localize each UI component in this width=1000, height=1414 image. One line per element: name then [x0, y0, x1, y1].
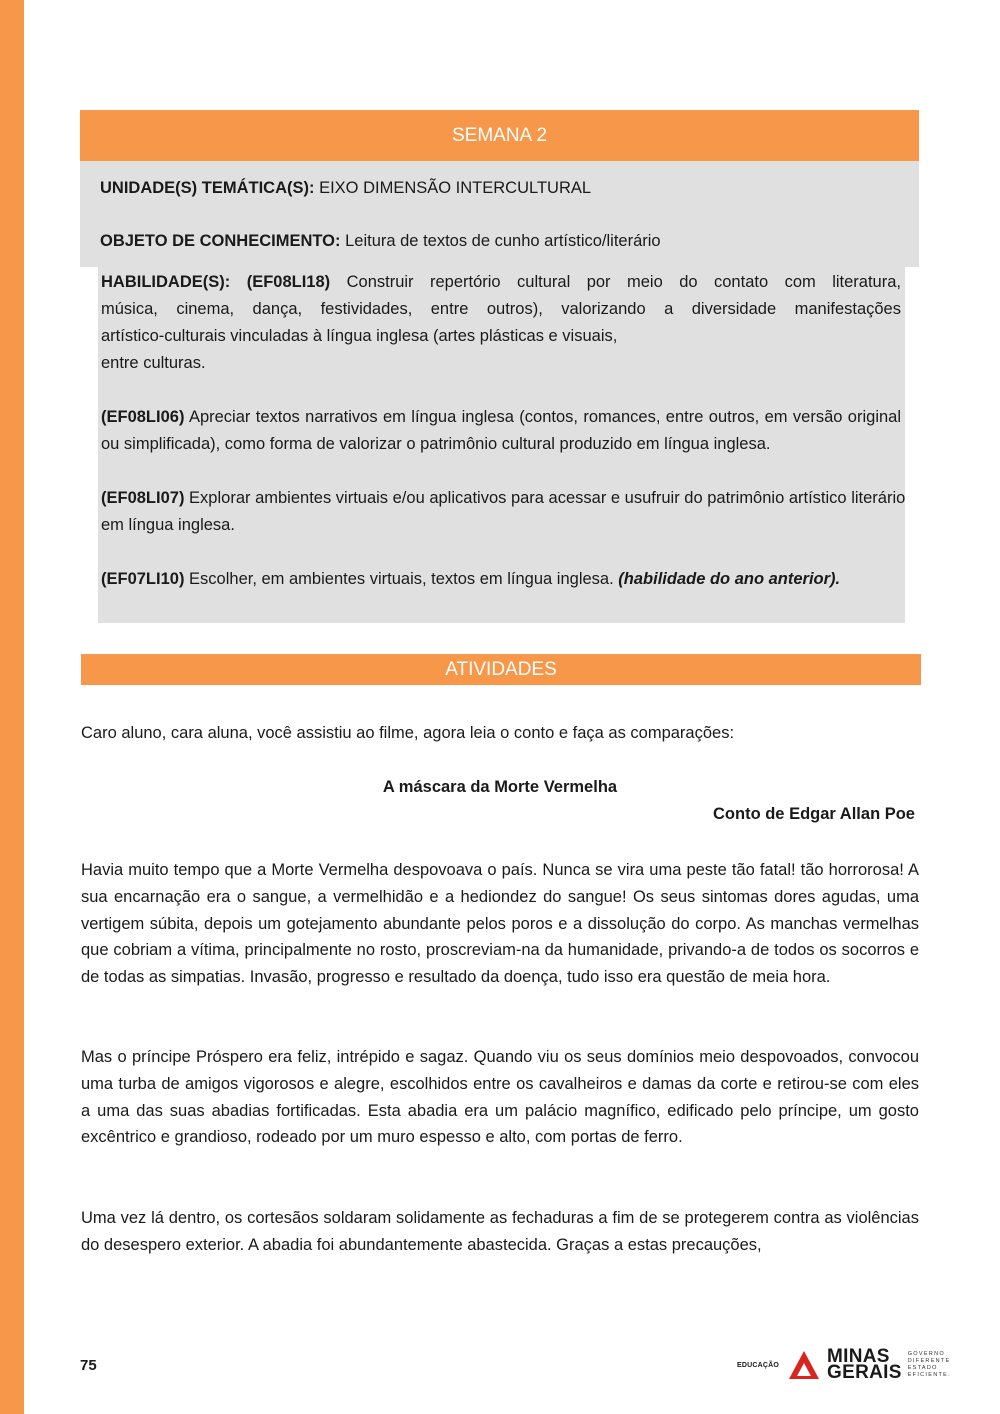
- objeto-row: [80, 215, 919, 267]
- minas-gerais-logo: [737, 1345, 951, 1385]
- skill-1-line-2: música, cinema, dança, festividades, entre outros), valorizando a diversidade manifestações: [101, 300, 901, 318]
- skill-2: [101, 404, 901, 458]
- skill-4-code: (EF07LI10): [101, 570, 185, 588]
- skills-panel: [98, 267, 905, 623]
- story-paragraph: Mas o príncipe Próspero era feliz, intrépido e sagaz. Quando viu os seus domínios meio despovoados, convocou uma turba de amigos vigorosos e alegre, escolhidos entre os cavalheiros e damas da corte e retirou-se com eles a uma das suas abadias fortificadas. Esta abadia era um palácio magnífico, edificado pelo príncipe, um gosto excêntrico e grandioso, rodeado por um muro espesso e alto, com portas de ferro.: [81, 1048, 919, 1147]
- side-accent-bar: [0, 0, 24, 1414]
- story-author: Conto de Edgar Allan Poe: [713, 805, 915, 823]
- skill-4-note: (habilidade do ano anterior).: [618, 570, 841, 588]
- brand-name: [827, 1346, 902, 1383]
- brand-tagline: GOVERNO DIFERENTE ESTADO EFICIENTE.: [907, 1351, 951, 1378]
- education-label: EDUCAÇÃO: [737, 1361, 780, 1369]
- story-paragraph: Uma vez lá dentro, os cortesãos soldaram solidamente as fechaduras a fim de se protegerem contra as violências do desespero exterior. A abadia foi abundantemente abastecida. Graças a estas precauções,: [81, 1209, 919, 1254]
- unidade-row: [80, 161, 919, 215]
- skill-1-line-4: entre culturas.: [101, 354, 206, 372]
- skill-1-line-3: artístico-culturais vinculadas à língua inglesa (artes plásticas e visuais,: [101, 327, 618, 345]
- skill-4-text: Escolher, em ambientes virtuais, textos em língua inglesa.: [189, 570, 614, 588]
- skill-3-text: Explorar ambientes virtuais e/ou aplicativos para acessar e usufruir do patrimônio artístico literário em língua inglesa.: [101, 489, 906, 534]
- skill-4: [101, 566, 901, 593]
- skill-2-text: Apreciar textos narrativos em língua inglesa (contos, romances, entre outros, em versão original ou simplificada), como forma de valorizar o patrimônio cultural produzido em língua inglesa.: [101, 408, 901, 453]
- activities-title: ATIVIDADES: [445, 658, 557, 680]
- triangle-logo-icon: [787, 1348, 821, 1382]
- skill-1-line-1: [101, 269, 901, 296]
- brand-line-1: MINAS: [827, 1346, 890, 1367]
- unidade-value: EIXO DIMENSÃO INTERCULTURAL: [319, 178, 592, 197]
- story-paragraph: Havia muito tempo que a Morte Vermelha despovoava o país. Nunca se vira uma peste tão fatal! tão horrorosa! A sua encarnação era o sangue, a vermelhidão e a hediondez do sangue! Os seus sintomas dores agudas, uma vertigem súbita, depois um gotejamento abundante pelos poros e a dissolução do corpo. As manchas vermelhas que cobriam a vítima, principalmente no rosto, proscreviam-na da humanidade, privando-a de todos os socorros e de todas as simpatias. Invasão, progresso e resultado da doença, tudo isso era questão de meia hora.: [81, 861, 919, 987]
- page-number: 75: [80, 1357, 97, 1374]
- skill-1-text-1: Construir repertório cultural por meio do contato com literatura,: [346, 273, 901, 291]
- habilidades-label: HABILIDADE(S):: [101, 273, 231, 291]
- skill-3: [101, 485, 921, 539]
- skill-3-code: (EF08LI07): [101, 489, 185, 507]
- intro-text: Caro aluno, cara aluna, você assistiu ao filme, agora leia o conto e faça as comparações:: [81, 724, 735, 742]
- skill-1-code: (EF08LI18): [246, 273, 331, 291]
- brand-line-2: GERAIS: [827, 1362, 902, 1383]
- week-title: SEMANA 2: [451, 124, 548, 146]
- skill-2-code: (EF08LI06): [101, 408, 185, 426]
- story-title: A máscara da Morte Vermelha: [382, 778, 618, 796]
- week-header: [80, 110, 919, 161]
- activities-header: [81, 654, 921, 685]
- unidade-label: UNIDADE(S) TEMÁTICA(S):: [100, 178, 315, 197]
- objeto-value: Leitura de textos de cunho artístico/literário: [345, 231, 661, 250]
- objeto-label: OBJETO DE CONHECIMENTO:: [100, 231, 341, 250]
